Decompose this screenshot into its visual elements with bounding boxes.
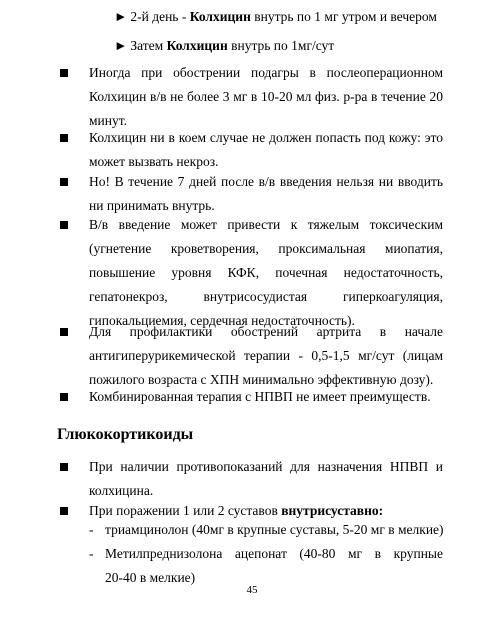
page-number: 45 [246,584,258,596]
bullet-intraarticular: При поражении 1 или 2 суставов внутрисуставно: [89,503,384,518]
square-bullet-icon [60,221,68,229]
dash-marker: - [89,546,94,561]
sub-item-then: ► Затем Колхицин внутрь по 1мг/сут [114,38,335,53]
square-bullet-icon [60,463,68,471]
triangle-arrow-icon: ► [114,38,128,53]
bullet-toxic-reactions: В/в введение может привести к тяжелым токсическим (угнетение кроветворения, проксимальная миопатия, повышение уровня КФК, почечная недостаточность, гепатонекроз, внутрисосудистая гиперкоагуляция, гипокальциемия, сердечная недостаточность). [89,217,443,328]
triangle-arrow-icon: ► [114,9,128,24]
square-bullet-icon [60,134,68,142]
dash-item-triamcinolone: триамцинолон (40мг в крупные суставы, 5-20 мг в мелкие) [105,522,444,537]
bullet-necrosis: Колхицин ни в коем случае не должен попасть под кожу: это может вызвать некроз. [89,130,443,169]
dash-item-methylprednisolone: Метилпреднизолона ацепонат (40-80 мг в крупные 20-40 в мелкие) [105,546,443,585]
square-bullet-icon [60,178,68,186]
sub-item-day2: ► 2-й день - Колхицин внутрь по 1 мг утром и вечером [114,9,437,24]
bullet-seven-days: Но! В течение 7 дней после в/в введения нельзя ни вводить ни принимать внутрь. [89,174,443,213]
square-bullet-icon [60,69,68,77]
square-bullet-icon [60,393,68,401]
bullet-combined-therapy: Комбинированная терапия с НПВП не имеет преимуществ. [89,389,431,404]
bullet-postoperative: Иногда при обострении подагры в послеоперационном Колхицин в/в не более 3 мг в 10-20 мл физ. р-ра в течение 20 минут. [89,65,443,128]
dash-marker: - [89,522,94,537]
section-heading: Глюкокортикоиды [57,426,194,443]
bullet-contraindications: При наличии противопоказаний для назначения НПВП и колхицина. [89,459,443,498]
bullet-prophylaxis: Для профилактики обострений артрита в начале антигиперурикемической терапии - 0,5-1,5 мг/сут (лицам пожилого возраста с ХПН минимально эффективную дозу). [89,324,443,387]
square-bullet-icon [60,507,68,515]
square-bullet-icon [60,328,68,336]
